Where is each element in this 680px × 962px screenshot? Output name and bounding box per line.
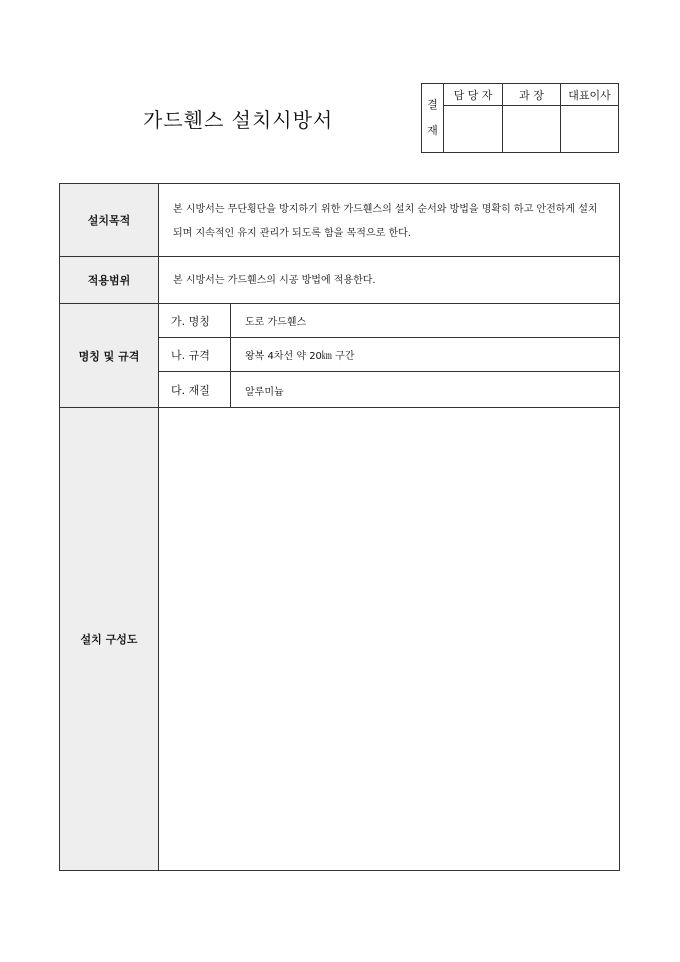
spec-table [59, 183, 620, 871]
scope-label: 적용범위 [60, 257, 159, 303]
approval-col-ceo: 대표이사 [561, 84, 619, 106]
spec-item-value: 알루미늄 [245, 386, 284, 398]
scope-row [60, 257, 619, 304]
scope-text: 본 시방서는 가드휀스의 시공 방법에 적용한다. [173, 275, 376, 286]
spec-item-material [159, 372, 619, 408]
spec-item-label: 나. 규격 [159, 338, 231, 371]
document-title: 가드휀스 설치시방서 [143, 108, 334, 132]
spec-label: 명칭 및 규격 [60, 304, 159, 407]
diagram-row [60, 408, 619, 870]
spec-item-value: 도로 가드휀스 [245, 317, 307, 328]
spec-item-label: 가. 명칭 [159, 304, 231, 337]
approval-sign-ceo[interactable] [561, 106, 619, 153]
purpose-text: 본 시방서는 무단횡단을 방지하기 위한 가드휀스의 설치 순서와 방법을 명확히 하고 안전하게 설치되며 지속적인 유지 관리가 되도록 함을 목적으로 한다. [173, 204, 598, 239]
approval-sign-section-chief[interactable] [503, 106, 561, 153]
approval-col-section-chief: 과 장 [503, 84, 561, 106]
approval-label: 결 재 [422, 84, 444, 153]
purpose-label: 설치목적 [60, 184, 159, 256]
spec-item-label: 다. 재질 [159, 372, 231, 408]
spec-item-name [159, 304, 619, 338]
spec-item-size [159, 338, 619, 372]
diagram-label: 설치 구성도 [60, 408, 159, 870]
approval-box [421, 83, 619, 153]
diagram-area[interactable] [159, 408, 619, 870]
approval-sign-manager[interactable] [444, 106, 503, 153]
spec-row [60, 304, 619, 408]
approval-col-manager: 담 당 자 [444, 84, 503, 106]
spec-item-value: 왕복 4차선 약 20㎞ 구간 [245, 351, 355, 362]
purpose-row [60, 184, 619, 257]
